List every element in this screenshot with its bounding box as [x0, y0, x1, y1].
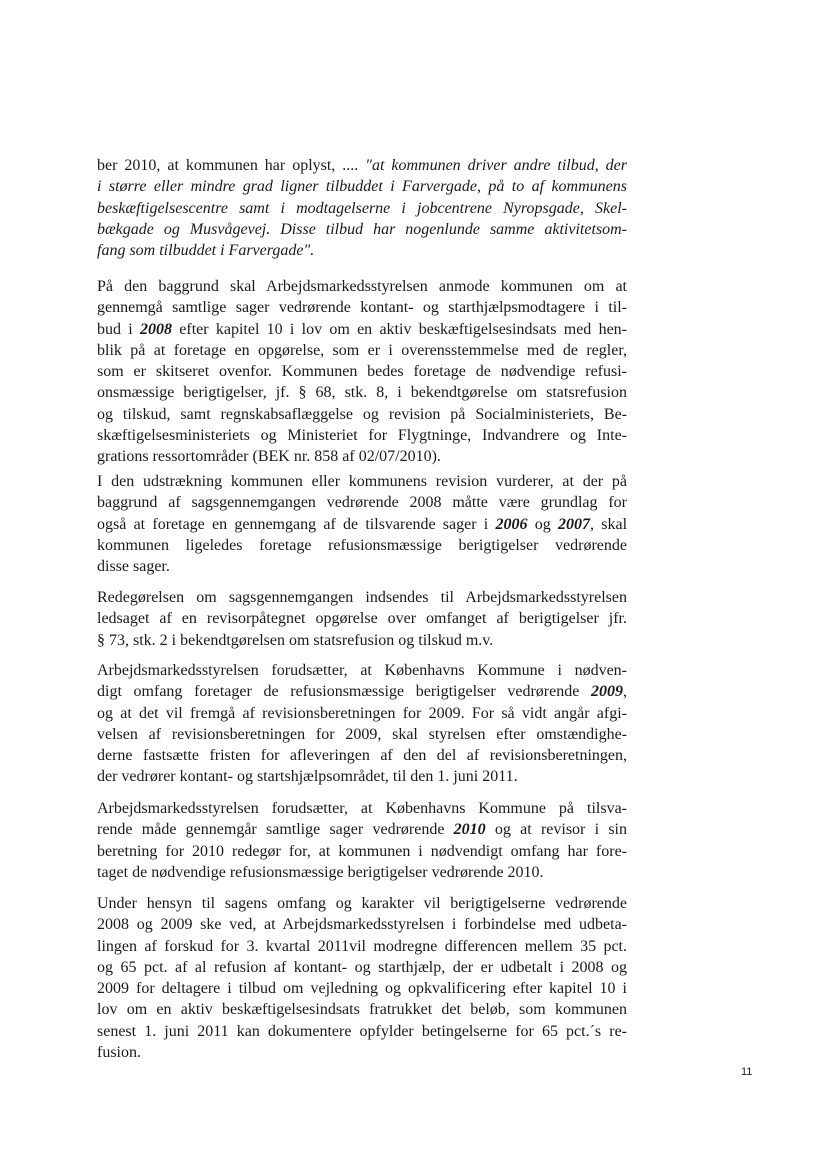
text-run: gennemgå samtlige sager vedrørende kontant- og starthjælpsmodtagere i til-: [97, 299, 627, 317]
paragraph-review-request-2008: [97, 276, 627, 468]
text-run: beskæftigelsescentre samt i modtagelserne i jobcentrene Nyropsgade, Skel-: [97, 199, 627, 217]
text-run: , skal: [590, 515, 628, 533]
text-line: [97, 198, 627, 219]
text-run: kommunen ligeledes foretage refusionsmæssige berigtigelser vedrørende: [97, 536, 627, 554]
text-run: og 65 pct. af al refusion af kontant- og starthjælp, der er udbetalt i 2008 og: [97, 958, 627, 976]
text-line: [97, 1021, 627, 1042]
text-line: [97, 446, 627, 467]
text-line: [97, 766, 627, 787]
text-run: 2008 og 2009 ske ved, at Arbejdsmarkedsstyrelsen i forbindelse med udbeta-: [97, 916, 627, 934]
text-run: lingen af forskud for 3. kvartal 2011vil modregne differencen mellem 35 pct.: [97, 937, 627, 955]
text-run: Arbejdsmarkedsstyrelsen forudsætter, at Københavns Kommune i nødven-: [97, 662, 627, 679]
text-run: baggrund af sagsgennemgangen vedrørende 2008 måtte være grundlag for: [97, 494, 627, 512]
text-line: [97, 745, 627, 766]
text-run: beretning for 2010 redegør for, at kommunen i nødvendigt omfang har fore-: [97, 842, 627, 860]
paragraph-corrections-2010: [97, 798, 627, 883]
text-run: og at det vil fremgå af revisionsberetningen for 2009. For så vidt angår afgi-: [97, 704, 627, 722]
text-run: i større eller mindre grad ligner tilbuddet i Farvergade, på to af kommunens: [97, 178, 627, 196]
text-run: også at foretage en gennemgang af de tilsvarende sager i: [97, 515, 496, 533]
emphasized-year: 2009: [591, 683, 623, 701]
text-run: Arbejdsmarkedsstyrelsen forudsætter, at Københavns Kommune på tilsva-: [97, 800, 627, 817]
text-line: [97, 630, 627, 651]
text-line: [97, 1042, 627, 1063]
text-line: [97, 361, 627, 382]
text-line: [97, 382, 627, 403]
text-line: [97, 681, 627, 702]
paragraph-corrections-2009: [97, 660, 627, 788]
text-line: [97, 862, 627, 883]
emphasized-year: 2010: [453, 821, 486, 839]
text-line: [97, 535, 627, 556]
text-line: [97, 297, 627, 318]
text-line: [97, 936, 627, 957]
text-run: taget de nødvendige refusionsmæssige berigtigelser vedrørende 2010.: [97, 863, 544, 881]
text-run: blik på at foretage en opgørelse, som er i overensstemmelse med de regler,: [97, 341, 627, 359]
text-run: 2009 for deltagere i tilbud om vejledning og opkvalificering efter kapitel 10 i: [97, 980, 627, 998]
text-run: ber 2010, at kommunen har oplyst, ....: [97, 157, 366, 174]
emphasized-year: 2007: [558, 515, 590, 533]
paragraph-offset-settlement: [97, 893, 627, 1063]
text-line: [97, 176, 627, 197]
text-line: [97, 914, 627, 935]
text-line: [97, 219, 627, 240]
emphasized-year: 2008: [140, 320, 172, 338]
text-run: onsmæssige berigtigelser, jf. § 68, stk. 8, i bekendtgørelse om statsrefusion: [97, 384, 627, 402]
text-line: [97, 240, 627, 261]
text-line: [97, 514, 627, 535]
text-line: [97, 319, 627, 340]
text-line: [97, 660, 627, 681]
text-run: som er skitseret ovenfor. Kommunen bedes foretage de nødvendige refusi-: [97, 363, 627, 381]
paragraph-quote: [97, 155, 627, 261]
text-run: der vedrører kontant- og startshjælpsområdet, til den 1. juni 2011.: [97, 768, 518, 786]
paragraph-report-submission: [97, 587, 627, 651]
text-run: og: [527, 515, 558, 533]
text-run: Redegørelsen om sagsgennemgangen indsendes til Arbejdsmarkedsstyrelsen: [97, 589, 627, 606]
text-line: [97, 893, 627, 914]
text-line: [97, 703, 627, 724]
text-run: disse sager.: [97, 558, 170, 576]
text-run: derne fastsætte fristen for afleveringen af den del af revisionsberetningen,: [97, 747, 627, 765]
text-line: [97, 155, 627, 176]
text-line: [97, 471, 627, 492]
text-run: ,: [623, 683, 627, 701]
text-run: På den baggrund skal Arbejdsmarkedsstyrelsen anmode kommunen om at: [97, 278, 627, 295]
text-run: velsen af revisionsberetningen for 2009, skal styrelsen efter omstændighe-: [97, 725, 627, 743]
emphasized-year: 2006: [495, 515, 528, 533]
text-run: fang som tilbuddet i Farvergade".: [97, 242, 315, 260]
text-run: skæftigelsesministeriets og Ministeriet for Flygtninge, Indvandrere og Inte-: [97, 427, 627, 445]
text-run: Under hensyn til sagens omfang og karakter vil berigtigelserne vedrørende: [97, 895, 627, 912]
text-line: [97, 819, 627, 840]
text-line: [97, 957, 627, 978]
text-run: bud i: [97, 320, 140, 338]
text-line: [97, 978, 627, 999]
text-line: [97, 492, 627, 513]
text-run: lov om en aktiv beskæftigelsesindsats fratrukket det beløb, som kommunen: [97, 1001, 627, 1019]
text-line: [97, 276, 627, 297]
text-run: og at revisor i sin: [485, 821, 628, 839]
text-line: [97, 608, 627, 629]
paragraph-review-2006-2007: [97, 471, 627, 577]
text-line: [97, 404, 627, 425]
text-line: [97, 425, 627, 446]
text-line: [97, 798, 627, 819]
text-run: efter kapitel 10 i lov om en aktiv beskæftigelsesindsats med hen-: [172, 320, 628, 338]
text-run: digt omfang foretager de refusionsmæssige berigtigelser vedrørende: [97, 683, 591, 701]
text-run: § 73, stk. 2 i bekendtgørelsen om statsrefusion og tilskud m.v.: [97, 631, 494, 649]
text-run: og tilskud, samt regnskabsaflæggelse og revision på Socialministeriets, Be-: [97, 405, 627, 423]
text-run: ledsaget af en revisorpåtegnet opgørelse over omfanget af berigtigelser jfr.: [97, 610, 627, 628]
text-run: rende måde gennemgår samtlige sager vedrørende: [97, 821, 454, 839]
text-line: [97, 841, 627, 862]
text-line: [97, 340, 627, 361]
text-run: fusion.: [97, 1044, 141, 1062]
text-run: grations ressortområder (BEK nr. 858 af 02/07/2010).: [97, 448, 441, 466]
text-line: [97, 724, 627, 745]
text-run: "at kommunen driver andre tilbud, der: [365, 157, 628, 174]
text-run: I den udstrækning kommunen eller kommunens revision vurderer, at der på: [97, 473, 627, 490]
text-line: [97, 587, 627, 608]
text-run: senest 1. juni 2011 kan dokumentere opfylder betingelserne for 65 pct.´s re-: [97, 1022, 627, 1040]
text-line: [97, 556, 627, 577]
text-line: [97, 999, 627, 1020]
page-number: 11: [741, 1066, 753, 1078]
text-run: bækgade og Musvågevej. Disse tilbud har nogenlunde samme aktivitetsom-: [97, 220, 627, 238]
